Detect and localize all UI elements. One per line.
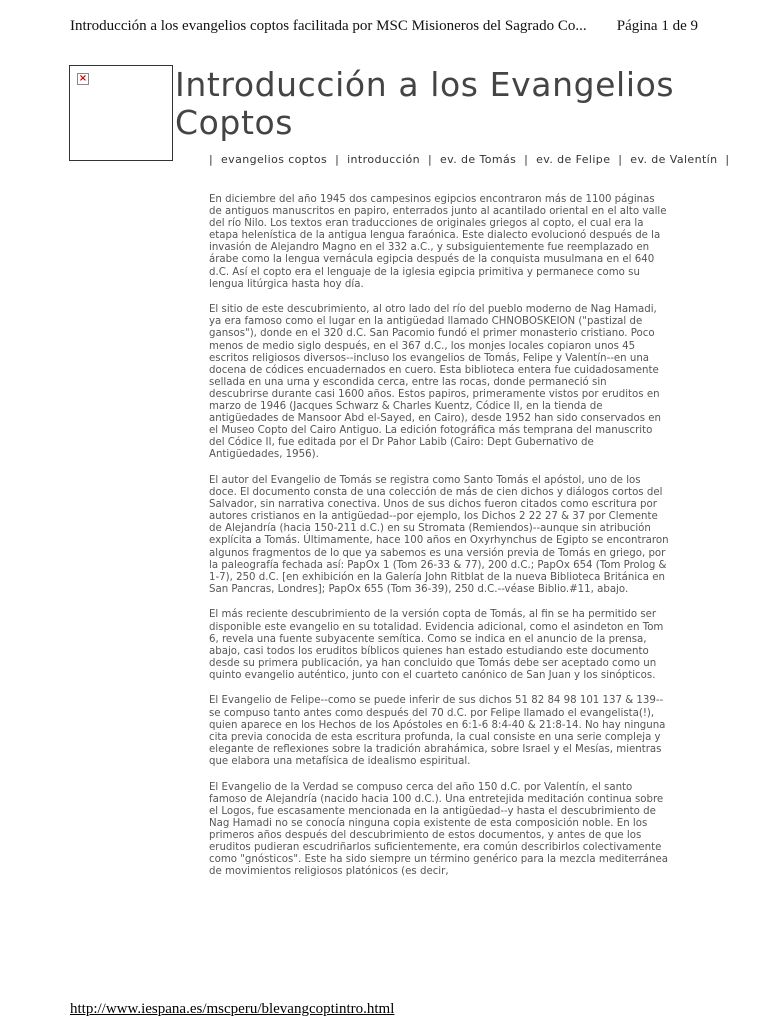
article-body xyxy=(209,194,669,892)
header-title: Introducción a los evangelios coptos facilitada por MSC Misioneros del Sagrado Co... xyxy=(70,18,587,34)
paragraph-4: El más reciente descubrimiento de la versión copta de Tomás, al fin se ha permitido ser disponible este evangelio en su totalidad. Evidencia adicional, como el asindeton en Tom 6, revela una fuente subyacente semítica. Como se indica en el anuncio de la prensa, abajo, casi todos los eruditos bíblicos quienes han estado estudiando este documento desde su primera publicación, ya han concluido que Tomás debe ser aceptado como un quinto evangelio auténtico, junto con el cuarteto canónico de San Juan y los sinópticos. xyxy=(209,609,664,681)
nav-separator: | xyxy=(335,153,340,166)
paragraph-3: El autor del Evangelio de Tomás se registra como Santo Tomás el apóstol, uno de los doce. El documento consta de una colección de más de cien dichos y diálogos cortos del Salvador, sin narrativa conectiva. Unos de sus dichos fueron citados como escritura por autores cristianos en la antigüedad--por ejemplo, los Dichos 2 22 27 & 37 por Clemente de Alejandría (hacia 150-211 d.C.) en su Stromata (Remiendos)--aunque sin atribución explícita a Tomás. Últimamente, hace 100 años en Oxyrhynchus de Egipto se encontraron algunos fragmentos de lo que ya sabemos es una versión previa de Tomás en griego, por la paleografía fechada así: PapOx 1 (Tom 26-33 & 77), 200 d.C.; PapOx 654 (Tom Prolog & 1-7), 250 d.C. [en exhibición en la Galería John Ritblat de la nueva Biblioteca Británica en San Pancras, Londres]; PapOx 655 (Tom 36-39), 250 d.C.--véase Biblio.#11, abajo. xyxy=(209,474,669,595)
nav-link-ev-felipe[interactable]: ev. de Felipe xyxy=(536,153,611,166)
nav-link-ev-valentin[interactable]: ev. de Valentín xyxy=(630,153,718,166)
nav-separator: | xyxy=(618,153,623,166)
paragraph-2: El sitio de este descubrimiento, al otro lado del río del pueblo moderno de Nag Hamadi, ya era famoso como el lugar en la antigüedad llamado CHNOBOSKEION ("pastizal de gansos"), donde en el 320 d.C. San Pacomio fundó el primer monasterio cristiano. Poco menos de medio siglo después, en el 367 d.C., los monjes locales copiaron unos 45 escritos religiosos diversos--incluso los evangelios de Tomás, Felipe y Valentín--en una docena de códices encuadernados en cuero. Esta biblioteca entera fue cuidadosamente sellada en una urna y escondida cerca, entre las rocas, donde permaneció sin descubrirse durante casi 1600 años. Estos papiros, primeramente vistos por eruditos en marzo de 1946 (Jacques Schwarz & Charles Kuentz, Códice II, en la tienda de antigüedades de Mansoor Abd el-Sayed, en Cairo), desde 1952 han sido conservados en el Museo Copto del Cairo Antiguo. La edición fotográfica más temprana del manuscrito del Códice II, fue editada por el Dr Pahor Labib (Cairo: Dept Gubernativo de Antigüedades, 1956). xyxy=(209,304,661,461)
nav-link-evangelios-coptos[interactable]: evangelios coptos xyxy=(221,153,328,166)
page-number: Página 1 de 9 xyxy=(616,18,698,34)
nav-separator: | xyxy=(524,153,529,166)
page-title: Introducción a los Evangelios Coptos xyxy=(175,65,675,142)
paragraph-1: En diciembre del año 1945 dos campesinos egipcios encontraron más de 1100 páginas de antiguos manuscritos en papiro, enterrados junto al acantilado oriental en el alto valle del río Nilo. Los textos eran traducciones de originales griegos al copto, el cual era la etapa helenística de la antigua lengua faraónica. Este dialecto evolucionó después de la invasión de Alejandro Magno en el 332 a.C., y subsiguientemente fue reemplazado en árabe como la lengua vernácula egipcia después de la conquista musulmana en el 640 d.C. Así el copto era el lenguaje de la iglesia egipcia primitiva y permanece como su lengua litúrgica hasta hoy día. xyxy=(209,194,667,290)
paragraph-5: El Evangelio de Felipe--como se puede inferir de sus dichos 51 82 84 98 101 137 & 139--se compuso tanto antes como después del 70 d.C. por Felipe llamado el evangelista(!), quien aparece en los Hechos de los Apóstoles en 6:1-6 8:4-40 & 21:8-14. No hay ninguna cita previa conocida de esta escritura profunda, la cual consiste en una serie compleja y elegante de reflexiones sobre la tradición abrahámica, sobre Israel y el Mesías, mientras que elabora una metafísica de idealismo espiritual. xyxy=(209,695,666,767)
broken-image-icon: × xyxy=(78,73,88,84)
nav-bar xyxy=(205,153,734,166)
source-url-link[interactable]: http://www.iespana.es/mscperu/blevangcoptintro.html xyxy=(70,1001,395,1017)
nav-separator: | xyxy=(725,153,730,166)
nav-link-ev-tomas[interactable]: ev. de Tomás xyxy=(439,153,517,166)
print-footer xyxy=(70,1001,394,1018)
print-header xyxy=(70,18,698,35)
paragraph-6: El Evangelio de la Verdad se compuso cerca del año 150 d.C. por Valentín, el santo famoso de Alejandría (nacido hacia 100 d.C.). Una entretejida meditación continua sobre el Logos, fue escasamente mencionada en la antigüedad--y hasta el descubrimiento de Nag Hamadi no se conocía ninguna copia existente de esta composición noble. En los primeros años después del descubrimiento de estos documentos, y antes de que los eruditos pudieran escudriñarlos suficientemente, era común describirlos colectivamente como "gnósticos". Este ha sido siempre un término genérico para la mezcla mediterránea de movimientos religiosos platónicos (es decir, xyxy=(209,781,668,878)
nav-separator: | xyxy=(427,153,433,166)
nav-link-introduccion[interactable]: introducción xyxy=(347,153,421,166)
image-placeholder xyxy=(69,65,173,161)
nav-separator: | xyxy=(209,153,214,166)
